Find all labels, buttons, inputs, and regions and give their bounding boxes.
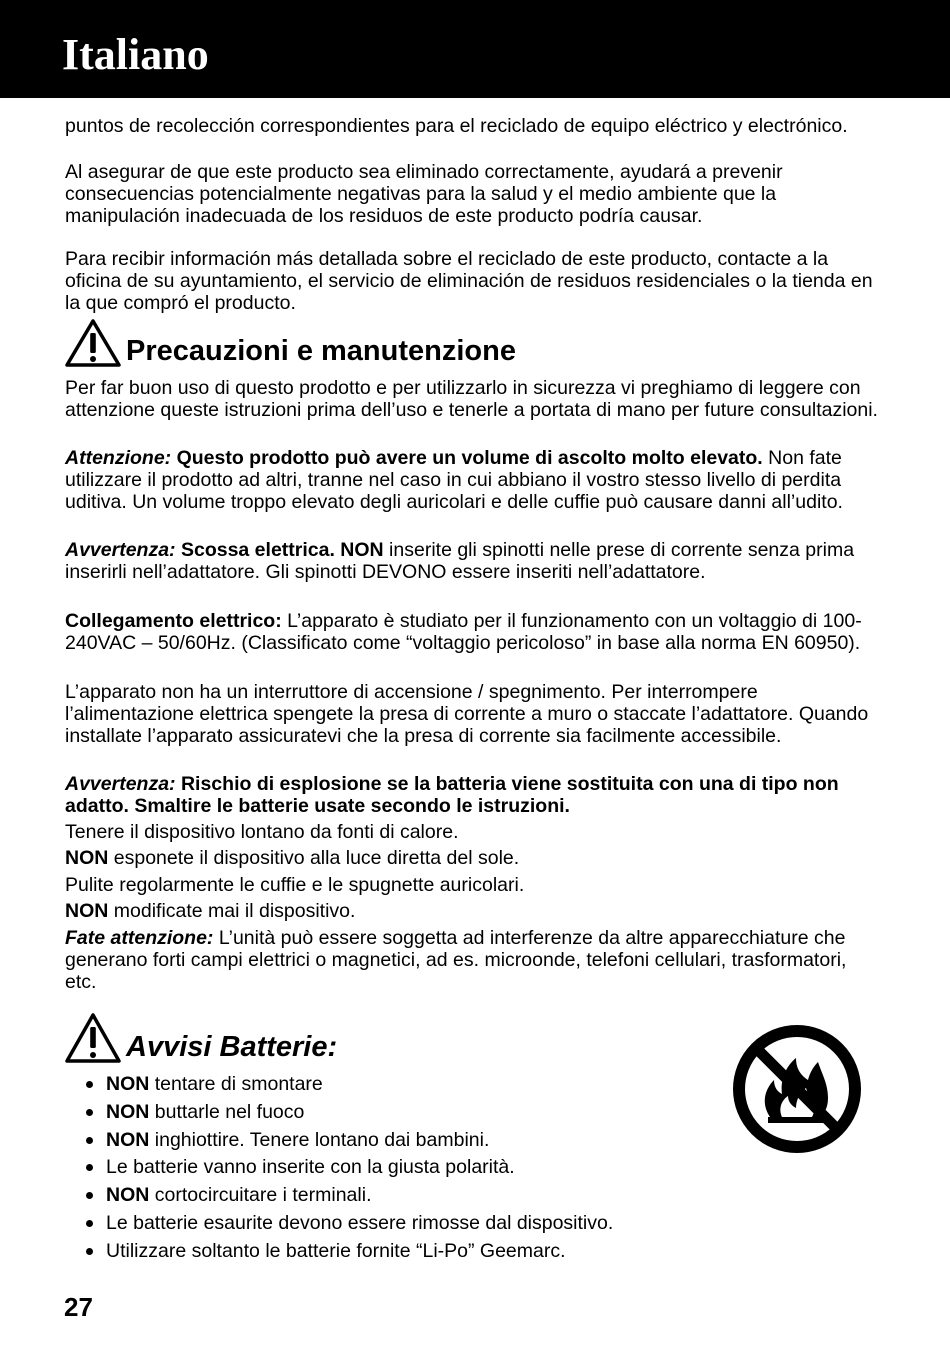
connection-label: Collegamento elettrico: [65, 610, 282, 632]
connection-text: L’apparato è studiato per il funzionamento con un voltaggio di 100-240VAC – 50/60Hz. (Classificato come “voltaggio pericoloso” in base alla norma EN 60950). [65, 610, 862, 654]
item-bold: NON [106, 1128, 150, 1151]
attention-text: Non fate utilizzare il prodotto ad altri, tranne nel caso in cui abbiano il vostro stesso livello di perdita uditiva. Un volume troppo elevato degli auricolari e delle cuffie può causare danni all’udito. [65, 447, 843, 513]
item-bold: NON [106, 1073, 150, 1095]
bullet-icon [86, 1109, 93, 1116]
item-text: buttarle nel fuoco [149, 1100, 305, 1123]
page-number: 27 [64, 1292, 93, 1322]
list-item [84, 1239, 613, 1267]
interference-label: Fate attenzione: [65, 927, 214, 949]
bullet-icon [86, 1192, 93, 1199]
sunlight-bold: NON [65, 847, 109, 869]
warning2-label: Avvertenza: [65, 773, 176, 795]
batteries-title: Avvisi Batterie: [126, 1031, 338, 1063]
heat-sources-line: Tenere il dispositivo lontano da fonti di calore. [65, 821, 459, 843]
item-text: tentare di smontare [149, 1073, 323, 1095]
item-bold: NON [106, 1184, 150, 1207]
modify-line [65, 900, 880, 922]
warning1-bold-text: Scossa elettrica. NON [175, 539, 384, 561]
attention-bold-text: Questo prodotto può avere un volume di ascolto molto elevato. [171, 447, 763, 469]
precautions-title: Precauzioni e manutenzione [126, 335, 516, 367]
bullet-icon [86, 1164, 93, 1171]
bullet-icon [86, 1137, 93, 1144]
interference-text: L’unità può essere soggetta ad interferenze da altre apparecchiature che generano forti campi elettrici o magnetici, ad es. microonde, telefoni cellulari, trasformatori, etc. [65, 927, 847, 993]
interference-paragraph [65, 927, 880, 993]
cleaning-line: Pulite regolarmente le cuffie e le spugnette auricolari. [65, 874, 525, 896]
bullet-icon [86, 1248, 93, 1255]
warning1-text: inserite gli spinotti nelle prese di corrente senza prima inserirli nell’adattatore. Gli spinotti DEVONO essere inseriti nell’adattatore. [65, 539, 855, 583]
attention-label: Attenzione: [65, 447, 172, 469]
warning1-label: Avvertenza: [65, 539, 176, 561]
electric-shock-warning [65, 539, 880, 583]
power-switch-paragraph: L’apparato non ha un interruttore di accensione / spegnimento. Per interrompere l’alimentazione elettrica spengete la presa di corrente a muro o staccate l’adattatore. Quando installate l’apparato assicuratevi che la presa di corrente sia facilmente accessibile. [65, 681, 869, 747]
language-title: Italiano [62, 30, 209, 79]
list-item [84, 1072, 613, 1100]
precautions-intro: Per far buon uso di questo prodotto e per utilizzarlo in sicurezza vi preghiamo di leggere con attenzione queste istruzioni prima dell’uso e tenerle a portata di mano per future consultazioni. [65, 377, 878, 421]
bullet-icon [86, 1220, 93, 1227]
list-item [84, 1128, 613, 1156]
item-text: Le batterie vanno inserite con la giusta polarità. [106, 1156, 515, 1179]
no-fire-icon [730, 1022, 864, 1156]
item-text: cortocircuitare i terminali. [149, 1184, 372, 1207]
sunlight-line [65, 847, 880, 869]
sunlight-text: esponete il dispositivo alla luce diretta del sole. [108, 847, 520, 869]
header-bar [0, 0, 950, 98]
spanish-paragraph-1: puntos de recolección correspondientes para el reciclado de equipo eléctrico y electrónico. [65, 115, 848, 137]
item-text: inghiottire. Tenere lontano dai bambini. [149, 1128, 490, 1151]
warning-triangle-icon [64, 318, 122, 368]
item-bold: NON [106, 1100, 150, 1123]
bullet-icon [86, 1081, 93, 1088]
modify-text: modificate mai il dispositivo. [108, 900, 356, 922]
electrical-connection-paragraph [65, 610, 880, 654]
list-item [84, 1211, 613, 1239]
item-text: Le batterie esaurite devono essere rimosse dal dispositivo. [106, 1211, 614, 1234]
list-item [84, 1155, 613, 1183]
spanish-paragraph-3: Para recibir información más detallada sobre el reciclado de este producto, contacte a la oficina de su ayuntamiento, el servicio de eliminación de residuos residenciales o la tienda en la que compró el producto. [65, 248, 873, 314]
warning-triangle-icon [64, 1012, 122, 1064]
battery-explosion-warning [65, 773, 880, 817]
list-item [84, 1100, 613, 1128]
modify-bold: NON [65, 900, 109, 922]
list-item [84, 1183, 613, 1211]
spanish-paragraph-2: Al asegurar de que este producto sea eliminado correctamente, ayudará a prevenir consecuencias potencialmente negativas para la salud y el medio ambiente que la manipulación inadecuada de los residuos de este producto podría causar. [65, 161, 783, 227]
item-text: Utilizzare soltanto le batterie fornite “Li-Po” Geemarc. [106, 1239, 566, 1262]
warning2-bold-text: Rischio di esplosione se la batteria viene sostituita con una di tipo non adatto. Smaltire le batterie usate secondo le istruzioni. [65, 773, 839, 817]
battery-warnings-list [84, 1072, 613, 1267]
attention-paragraph [65, 447, 880, 513]
